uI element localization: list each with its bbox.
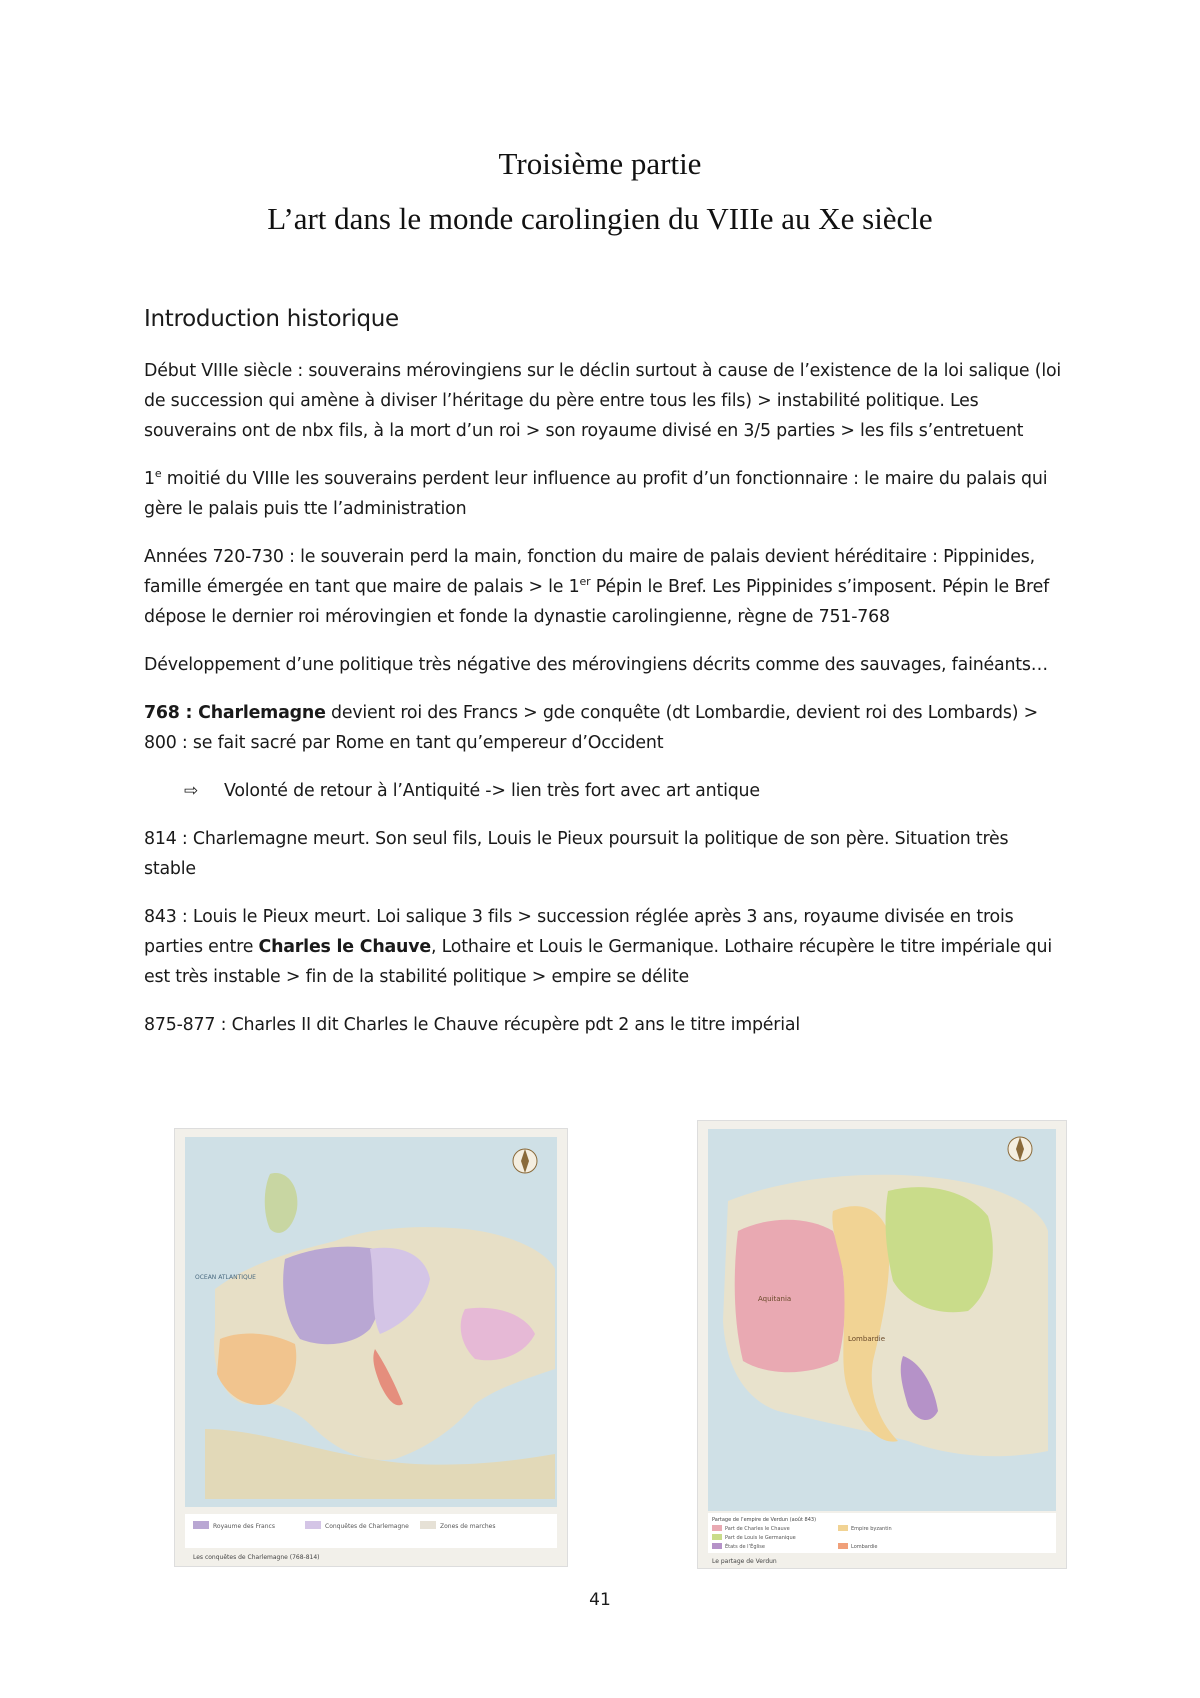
- p2-sup: e: [154, 467, 162, 481]
- paragraph-8: 875-877 : Charles II dit Charles le Chauve récupère pdt 2 ans le titre impérial: [144, 1015, 800, 1035]
- paragraph-6: 814 : Charlemagne meurt. Son seul fils, Louis le Pieux poursuit la politique de son père. Situation très stable: [144, 829, 1009, 879]
- p5-bold-name: Charlemagne: [198, 703, 326, 723]
- p3-text-b: Pépin le Bref. Les Pippinides s’imposent. Pépin le Bref dépose le dernier roi mérovingien et fonde la dynastie carolingienne, règne de 751-768: [144, 577, 1050, 627]
- left-legend-1: Royaume des Francs: [213, 1523, 275, 1530]
- p2-number: 1: [144, 469, 155, 489]
- bullet-item: [144, 776, 1064, 806]
- paragraph-4: Développement d’une politique très négative des mérovingiens décrits comme des sauvages, fainéants…: [144, 655, 1048, 675]
- page-subtitle: L’art dans le monde carolingien du VIIIe au Xe siècle: [267, 201, 933, 236]
- page-title: Troisième partie: [498, 146, 702, 181]
- left-map-caption: Les conquêtes de Charlemagne (768-814): [193, 1554, 320, 1561]
- paragraph-3: [144, 542, 1064, 632]
- paragraph-5: [144, 698, 1064, 758]
- left-legend-3: Zones de marches: [440, 1523, 496, 1530]
- p3-text-a: Années 720-730 : le souverain perd la main, fonction du maire de palais devient héréditaire : Pippinides, famille émergée en tant que maire de palais > le 1: [144, 547, 1035, 597]
- p7-bold-name: Charles le Chauve: [258, 937, 431, 957]
- paragraph-7: [144, 902, 1064, 992]
- left-legend-2: Conquêtes de Charlemagne: [325, 1523, 409, 1530]
- map-charlemagne-conquests: [174, 1128, 568, 1567]
- bullet-text: Volonté de retour à l’Antiquité -> lien très fort avec art antique: [224, 781, 760, 801]
- right-legend-1: Part de Charles le Chauve: [725, 1526, 790, 1532]
- right-legend-5: Lombardie: [851, 1544, 878, 1550]
- p2-text: moitié du VIIIe les souverains perdent leur influence au profit d’un fonctionnaire : le maire du palais qui gère le palais puis tte l’administration: [144, 469, 1048, 519]
- map-left-graphic: [175, 1129, 567, 1566]
- right-map-lombardie-label: Lombardie: [848, 1335, 886, 1343]
- section-heading: Introduction historique: [144, 306, 399, 332]
- p3-sup: er: [579, 575, 591, 589]
- right-map-caption: Le partage de Verdun: [712, 1558, 777, 1565]
- page-number: 41: [589, 1590, 611, 1610]
- p5-date: 768 :: [144, 703, 199, 723]
- left-map-ocean-label: OCEAN ATLANTIQUE: [195, 1274, 256, 1281]
- map-verdun-partition: [697, 1120, 1067, 1569]
- p7-text-a: 843 : Louis le Pieux meurt. Loi salique 3 fils > succession réglée après 3 ans, royaume divisée en trois parties entre: [144, 907, 1014, 957]
- body-text: [144, 356, 1064, 1058]
- right-legend-title: Partage de l’empire de Verdun (août 843): [712, 1517, 817, 1523]
- arrow-bullet-icon: ⇨: [184, 781, 199, 801]
- paragraph-1: Début VIIIe siècle : souverains mérovingiens sur le déclin surtout à cause de l’existence de la loi salique (loi de succession qui amène à diviser l’héritage du père entre tous les fils) > instabilité politique. Les souverains ont de nbx fils, à la mort d’un roi > son royaume divisé en 3/5 parties > les fils s’entretuent: [144, 361, 1062, 441]
- right-legend-2: Part de Louis le Germanique: [725, 1535, 796, 1541]
- p5-text: devient roi des Francs > gde conquête (dt Lombardie, devient roi des Lombards) > 800 : se fait sacré par Rome en tant qu’empereur d’Occident: [144, 703, 1038, 753]
- right-legend-3: États de l’Église: [725, 1544, 765, 1550]
- p7-text-b: , Lothaire et Louis le Germanique. Lothaire récupère le titre impériale qui est très instable > fin de la stabilité politique > empire se délite: [144, 937, 1052, 987]
- right-legend-4: Empire byzantin: [851, 1526, 892, 1532]
- paragraph-2: [144, 464, 1064, 524]
- right-map-aquitaine-label: Aquitania: [758, 1295, 792, 1303]
- map-right-graphic: [698, 1121, 1066, 1568]
